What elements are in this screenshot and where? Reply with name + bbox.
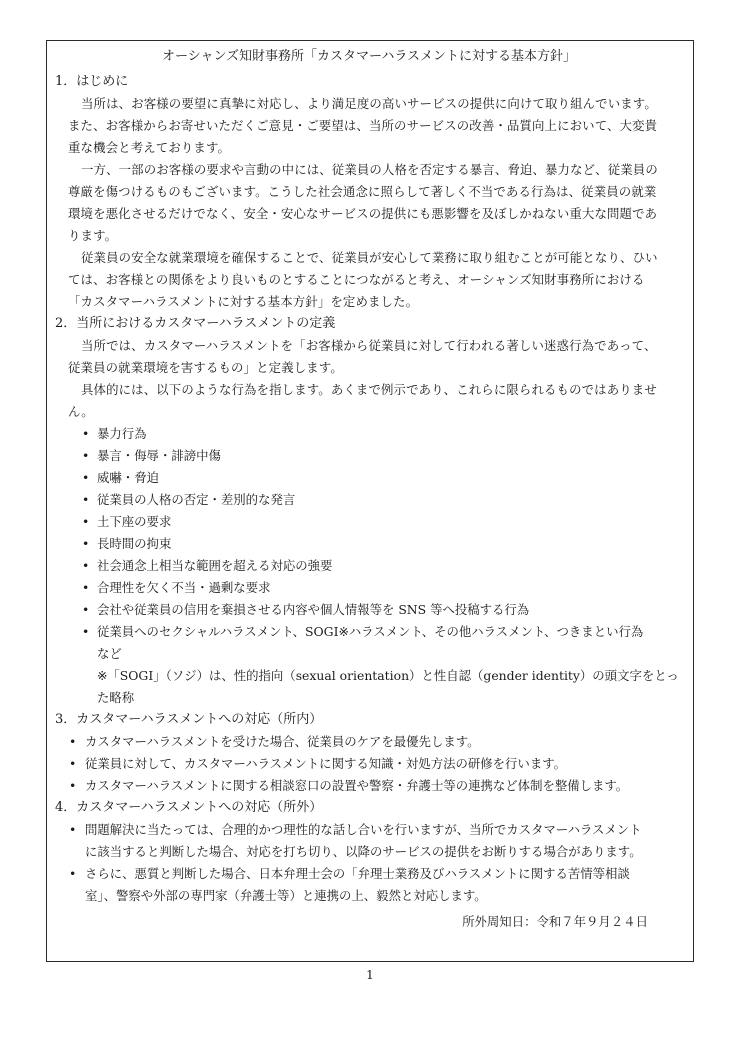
- bullet-icon: •: [69, 734, 77, 749]
- list-item-text: 暴言・侮辱・誹謗中傷: [97, 448, 221, 463]
- bullet-icon: •: [82, 558, 90, 573]
- page-title: オーシャンズ知財事務所「カスタマーハラスメントに対する基本方針」: [161, 49, 577, 64]
- bullet-icon: •: [69, 778, 77, 793]
- bullet-icon: •: [82, 448, 90, 463]
- bullet-icon: •: [82, 426, 90, 441]
- list-item-text: 会社や従業員の信用を棄損させる内容や個人情報等を SNS 等へ投稿する行為: [97, 602, 530, 617]
- list-item-text: さらに、悪質と判断した場合、日本弁理士会の「弁理士業務及びハラスメントに関する苦情等相談 室」、警察や外部の専門家（弁護士等）と連携の上、毅然と対応します。: [85, 866, 630, 903]
- external-response-list: [55, 819, 683, 907]
- list-item: [55, 511, 683, 533]
- list-item: [55, 445, 683, 467]
- list-item: [55, 775, 683, 797]
- internal-response-list: [55, 731, 683, 797]
- section-2-paragraph: 具体的には、以下のような行為を指します。あくまで例示であり、これらに限られるものではありませ ん。: [68, 382, 657, 419]
- list-item: [55, 599, 683, 621]
- list-item-text: 威嚇・脅迫: [97, 470, 159, 485]
- section-2-heading: 2．当所におけるカスタマーハラスメントの定義: [55, 316, 336, 331]
- section-1-heading: 1．はじめに: [55, 74, 129, 89]
- list-item-text: 土下座の要求: [97, 514, 172, 529]
- notice-date: 所外周知日：令和７年９月２４日: [462, 914, 648, 929]
- bullet-icon: •: [82, 470, 90, 485]
- list-item-text: 長時間の拘束: [97, 536, 172, 551]
- list-item: [55, 621, 683, 665]
- bullet-icon: •: [82, 514, 90, 529]
- bullet-icon: •: [69, 866, 77, 881]
- list-item: [55, 577, 683, 599]
- list-item: [55, 555, 683, 577]
- list-item-text: カスタマーハラスメントを受けた場合、従業員のケアを最優先します。: [85, 734, 480, 749]
- list-item: [55, 731, 683, 753]
- bullet-icon: •: [82, 492, 90, 507]
- bullet-icon: •: [69, 822, 77, 837]
- list-item-text: 従業員に対して、カスタマーハラスメントに関する知識・対処方法の研修を行います。: [85, 756, 567, 771]
- list-item-text: 合理性を欠く不当・過剰な要求: [97, 580, 271, 595]
- list-item-text: 社会通念上相当な範囲を超える対応の強要: [97, 558, 333, 573]
- harassment-examples-list: [55, 423, 683, 665]
- bullet-icon: •: [69, 756, 77, 771]
- section-1-paragraph: 一方、一部のお客様の要求や言動の中には、従業員の人格を否定する暴言、脅迫、暴力など、従業員の 尊厳を傷つけるものもございます。こうした社会通念に照らして著しく不当である行為は、従業員の就業 環境を悪化させるだけでなく、安全・安心なサービスの提供にも悪影響を及ぼしかねない重大な問題であ ります。: [68, 162, 658, 243]
- list-item-text: カスタマーハラスメントに関する相談窓口の設置や警察・弁護士等の連携など体制を整備します。: [85, 778, 629, 793]
- bullet-icon: •: [82, 536, 90, 551]
- list-item: [55, 753, 683, 775]
- section-4-heading: 4．カスタマーハラスメントへの対応（所外）: [55, 800, 323, 815]
- list-item-text: 問題解決に当たっては、合理的かつ理性的な話し合いを行いますが、当所でカスタマーハラスメント に該当すると判断した場合、対応を打ち切り、以降のサービスの提供をお断りする場合があります。: [85, 822, 642, 859]
- list-item: [55, 467, 683, 489]
- list-item: [55, 423, 683, 445]
- section-1-paragraph: 従業員の安全な就業環境を確保することで、従業員が安心して業務に取り組むことが可能となり、ひい ては、お客様との関係をより良いものとすることにつながると考え、オーシャンズ知財事務所における 「カスタマーハラスメントに対する基本方針」を定めました。: [68, 250, 658, 309]
- list-item: [55, 863, 683, 907]
- bullet-icon: •: [82, 624, 90, 639]
- list-item: [55, 533, 683, 555]
- list-item: [55, 489, 683, 511]
- document-frame: [46, 40, 694, 962]
- bullet-icon: •: [82, 602, 90, 617]
- list-item-text: 従業員へのセクシャルハラスメント、SOGI※ハラスメント、その他ハラスメント、つきまとい行為 など: [97, 624, 644, 661]
- list-item: [55, 819, 683, 863]
- bullet-icon: •: [82, 580, 90, 595]
- section-1-paragraph: 当所は、お客様の要望に真摯に対応し、より満足度の高いサービスの提供に向けて取り組んでいます。 また、お客様からお寄せいただくご意見・ご要望は、当所のサービスの改善・品質向上において、大変貴 重な機会と考えております。: [68, 96, 658, 155]
- page-number: 1: [366, 968, 374, 982]
- document-content: [55, 47, 683, 933]
- list-item-text: 暴力行為: [97, 426, 147, 441]
- list-item-text: 従業員の人格の否定・差別的な発言: [97, 492, 296, 507]
- section-3-heading: 3．カスタマーハラスメントへの対応（所内）: [55, 712, 323, 727]
- section-2-paragraph: 当所では、カスタマーハラスメントを「お客様から従業員に対して行われる著しい迷惑行為であって、 従業員の就業環境を害するもの」と定義します。: [68, 338, 657, 375]
- sogi-note: ※「SOGI」（ソジ）は、性的指向（sexual orientation）と性自認（gender identity）の頭文字をとっ た略称: [97, 668, 679, 705]
